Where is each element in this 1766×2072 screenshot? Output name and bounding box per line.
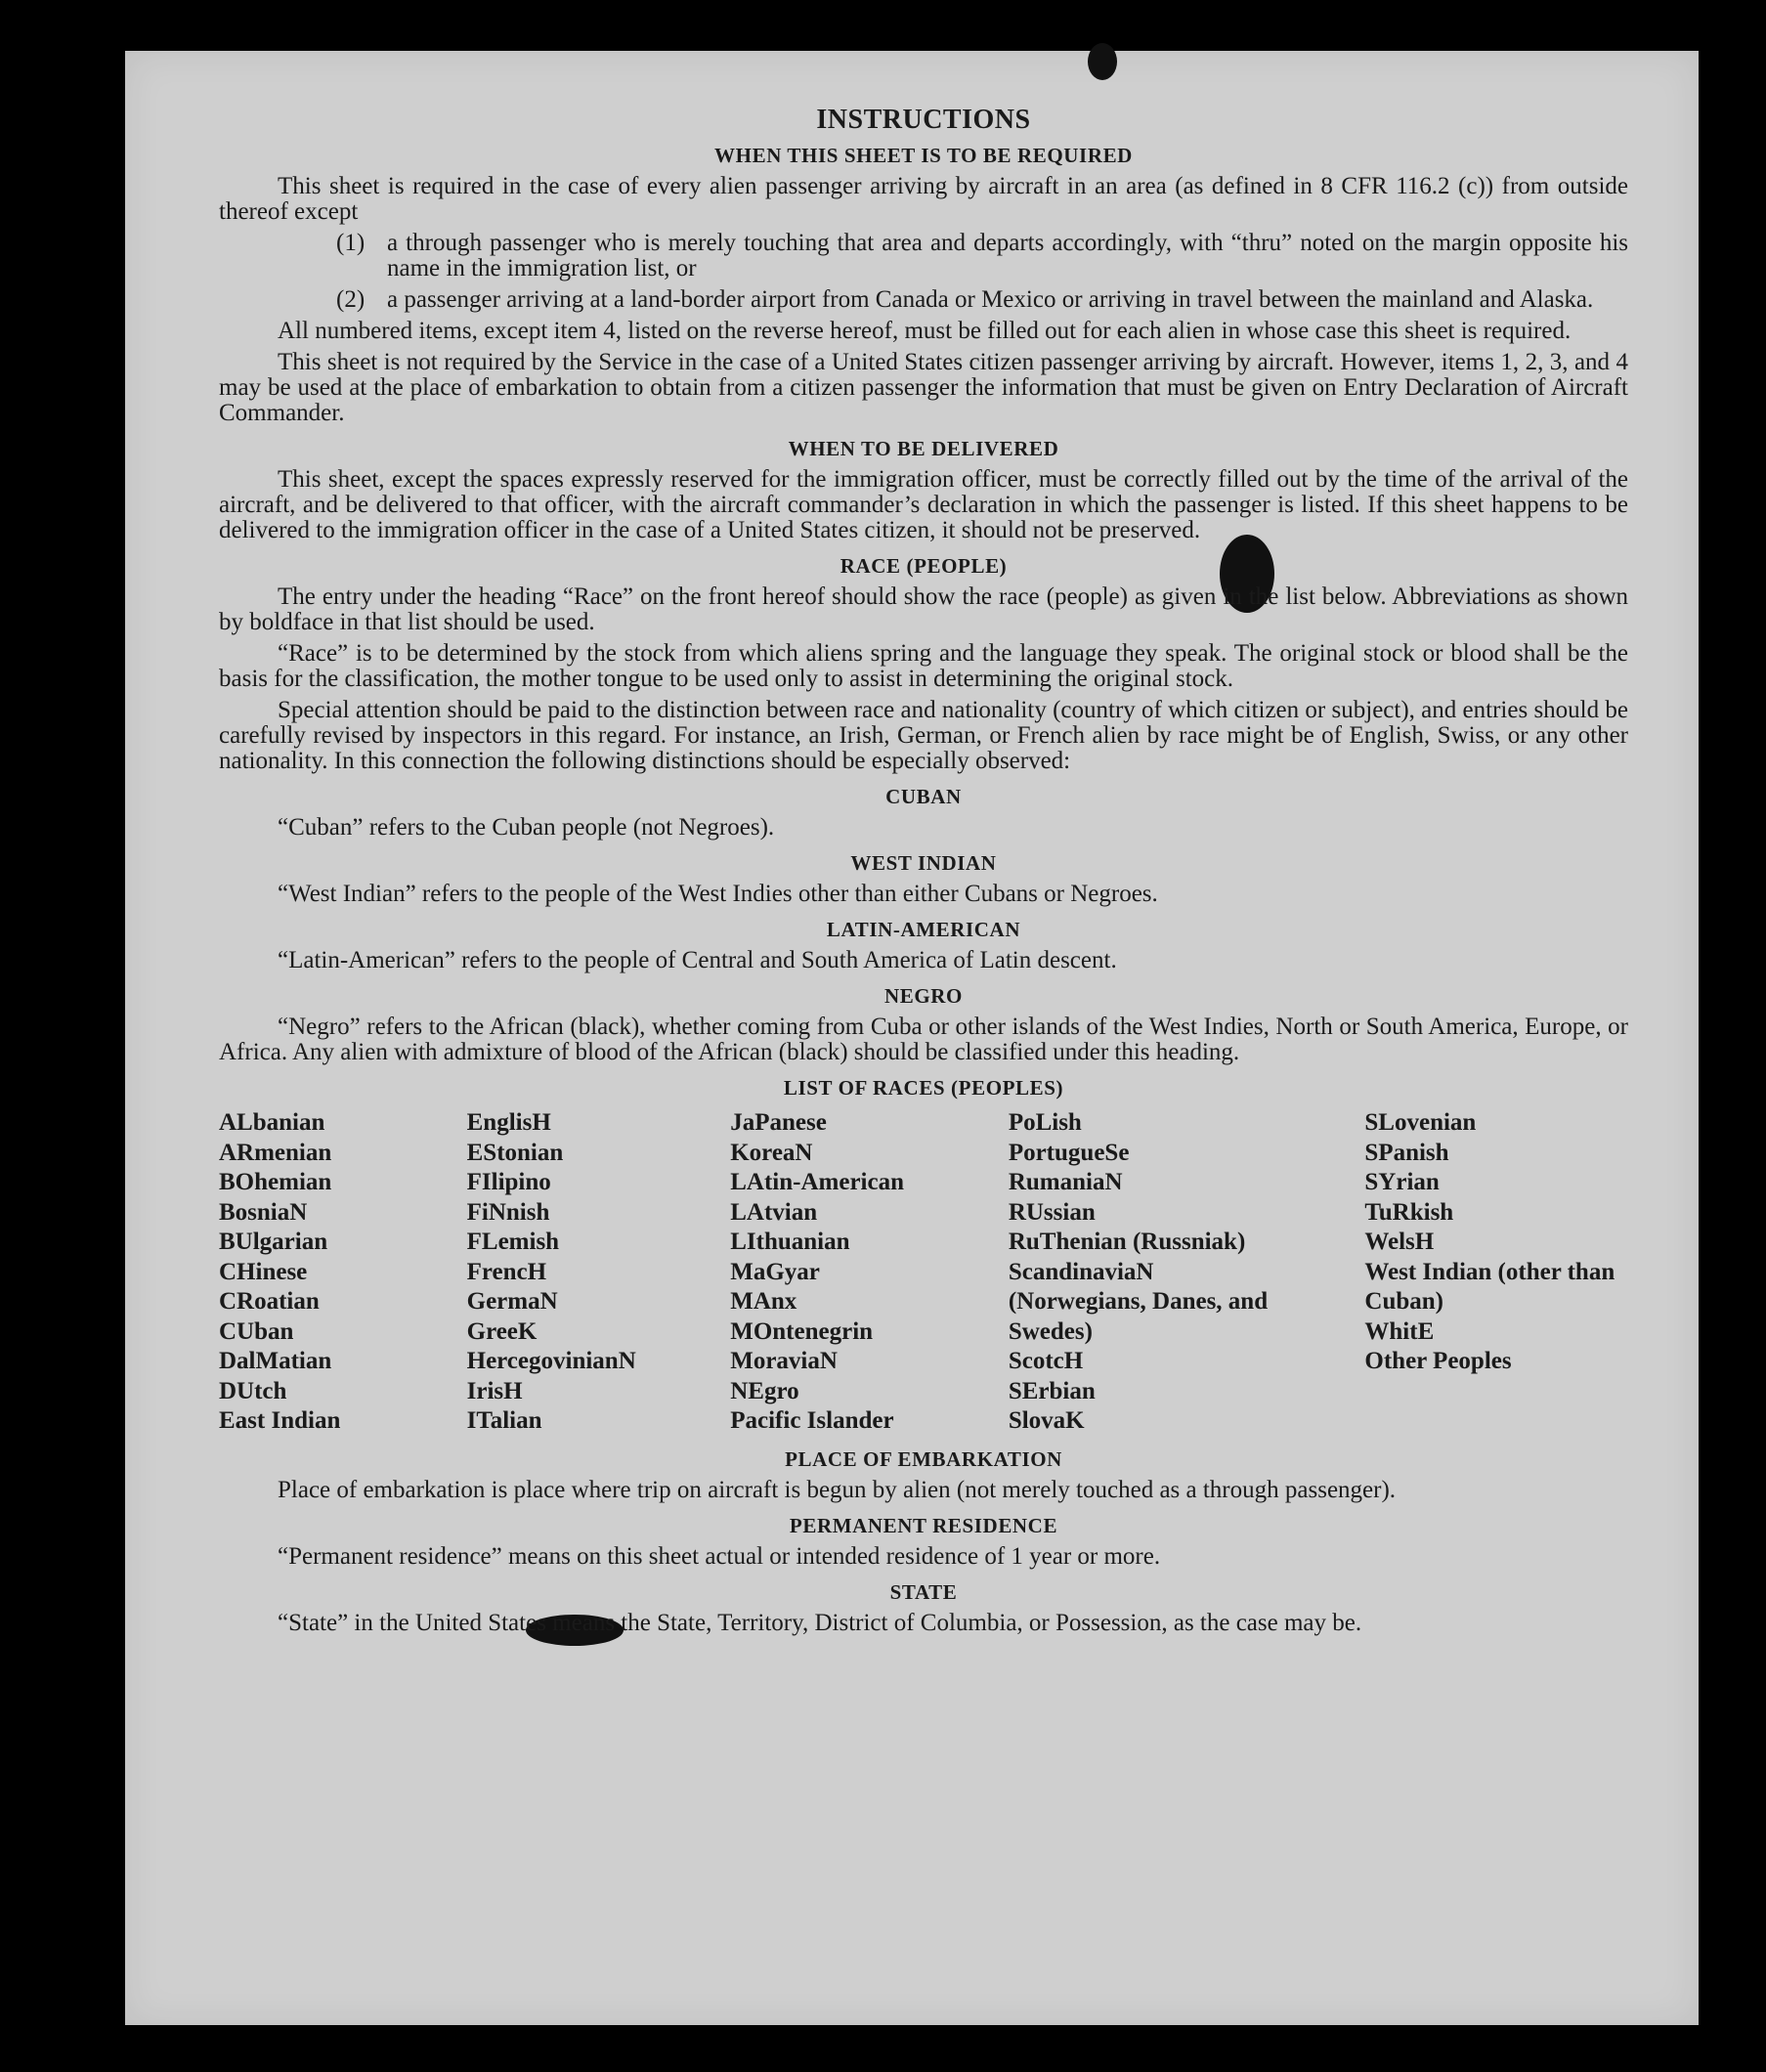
- race-entry: EnglisH: [466, 1109, 551, 1136]
- race-column: [1009, 1108, 1297, 1437]
- race-entry: FIlipino: [466, 1169, 551, 1195]
- race-column: [1364, 1108, 1628, 1437]
- race-column: [730, 1108, 1009, 1437]
- race-entry: WelsH: [1364, 1229, 1435, 1255]
- race-entry: CUban: [219, 1317, 294, 1345]
- race-entry: PoLish: [1008, 1109, 1082, 1136]
- race-entry: FLemish: [466, 1229, 560, 1255]
- race-entry: KoreaN: [730, 1139, 813, 1166]
- heading-west-indian: WEST INDIAN: [850, 851, 997, 875]
- race-column: [219, 1108, 467, 1437]
- item-text: a passenger arriving at a land-border airport from Canada or Mexico or arriving in travel between the mainland and Alaska.: [387, 286, 1594, 313]
- paragraph-west-indian: “West Indian” refers to the people of the West Indies other than either Cubans or Negroes.: [278, 881, 1158, 907]
- race-entry: ScotcH: [1008, 1348, 1084, 1374]
- heading-when-required: WHEN THIS SHEET IS TO BE REQUIRED: [714, 144, 1133, 167]
- race-entry: DUtch: [219, 1377, 287, 1404]
- race-entry: BosniaN: [219, 1198, 308, 1226]
- heading-state: STATE: [889, 1579, 958, 1604]
- heading-race: RACE (PEOPLE): [840, 554, 1008, 578]
- paragraph-citizen-passenger: This sheet is not required by the Service in the case of a United States citizen passenger arriving by aircraft. However, items 1, 2, 3, and 4 may be used at the place of embarkation to obtain from a citizen passenger the information that must be given on Entry Declaration of Aircraft Commander.: [219, 349, 1628, 426]
- race-list: [219, 1108, 1628, 1437]
- item-text: a through passenger who is merely touching that area and departs accordingly, with “thru” noted on the margin opposite his name in the immigration list, or: [387, 230, 1628, 281]
- race-entry: NEgro: [730, 1377, 799, 1404]
- document-content: [219, 105, 1628, 1642]
- race-entry: SYrian: [1364, 1169, 1440, 1195]
- paragraph-latin-american: “Latin-American” refers to the people of Central and South America of Latin descent.: [278, 947, 1117, 973]
- paragraph-cuban: “Cuban” refers to the Cuban people (not Negroes).: [278, 814, 775, 841]
- paragraph-permanent-residence: “Permanent residence” means on this sheet actual or intended residence of 1 year or more.: [278, 1542, 1161, 1570]
- heading-when-delivered: WHEN TO BE DELIVERED: [788, 437, 1059, 460]
- race-entry: TuRkish: [1364, 1198, 1454, 1226]
- paragraph-race-2: “Race” is to be determined by the stock from which aliens spring and the language they speak. The original stock or blood shall be the basis for the classification, the mother tongue to be used only to assist in determining the original stock.: [219, 640, 1628, 692]
- heading-permanent-residence: PERMANENT RESIDENCE: [789, 1513, 1058, 1537]
- paragraph-race-3: Special attention should be paid to the distinction between race and nationality (country of which citizen or subject), and entries should be carefully revised by inspectors in this regard. For instance, an Irish, German, or French alien by race might be of English, Swiss, or any other nationality. In this connection the following distinctions should be especially observed:: [219, 697, 1628, 774]
- ink-smudge: [1088, 43, 1117, 80]
- paragraph-embarkation: Place of embarkation is place where trip on aircraft is begun by alien (not merely touched as a through passenger).: [278, 1476, 1397, 1503]
- race-entry: LAtvian: [730, 1198, 818, 1226]
- document-page: [125, 51, 1699, 2025]
- race-entry: WhitE: [1364, 1317, 1435, 1345]
- race-entry: BOhemian: [219, 1169, 332, 1195]
- race-entry: East Indian: [219, 1407, 341, 1434]
- race-entry: MoraviaN: [730, 1348, 838, 1374]
- race-entry: ITalian: [466, 1407, 542, 1434]
- race-entry: JaPanese: [730, 1109, 827, 1136]
- race-column: [467, 1108, 731, 1437]
- paragraph-when-required-intro: This sheet is required in the case of every alien passenger arriving by aircraft in an area (as defined in 8 CFR 116.2 (c)) from outside thereof except: [219, 173, 1628, 225]
- race-entry: Pacific Islander: [730, 1407, 894, 1434]
- race-entry: SlovaK: [1008, 1407, 1085, 1434]
- race-entry: DalMatian: [219, 1348, 332, 1374]
- race-entry: RUssian: [1008, 1198, 1096, 1226]
- race-entry: FrencH: [466, 1258, 547, 1285]
- heading-cuban: CUBAN: [885, 785, 962, 808]
- race-entry: SLovenian: [1364, 1109, 1477, 1136]
- paragraph-negro: “Negro” refers to the African (black), whether coming from Cuba or other islands of the West Indies, North or South America, Europe, or Africa. Any alien with admixture of blood of the African (black) should be classified under this heading.: [219, 1014, 1628, 1065]
- race-entry: ALbanian: [219, 1109, 325, 1136]
- race-entry: SErbian: [1008, 1377, 1096, 1404]
- page-title: INSTRUCTIONS: [816, 105, 1031, 135]
- heading-embarkation: PLACE OF EMBARKATION: [785, 1446, 1062, 1471]
- paragraph-state: “State” in the United States means the State, Territory, District of Columbia, or Possession, as the case may be.: [278, 1609, 1362, 1636]
- race-entry: ARmenian: [219, 1139, 332, 1166]
- race-entry: Other Peoples: [1364, 1348, 1512, 1374]
- paragraph-numbered-items: All numbered items, except item 4, listed on the reverse hereof, must be filled out for each alien in whose case this sheet is required.: [278, 318, 1572, 344]
- race-entry: MAnx: [730, 1288, 797, 1315]
- race-entry: RuThenian (Russniak): [1008, 1229, 1246, 1255]
- race-entry: BUlgarian: [219, 1229, 328, 1255]
- paragraph-race-1: The entry under the heading “Race” on the front hereof should show the race (people) as given in the list below. Abbreviations as shown by boldface in that list should be used.: [219, 583, 1628, 635]
- race-entry: ScandinaviaN (Norwegians, Danes, and Swedes): [1008, 1258, 1269, 1345]
- race-entry: West Indian (other than Cuban): [1364, 1258, 1615, 1315]
- race-entry: CHinese: [219, 1258, 308, 1285]
- numbered-item: [336, 287, 1628, 313]
- numbered-item: [336, 231, 1628, 281]
- race-entry: IrisH: [466, 1377, 523, 1404]
- race-entry: EStonian: [466, 1139, 564, 1166]
- item-number: (2): [336, 286, 366, 313]
- item-number: (1): [336, 230, 366, 256]
- heading-negro: NEGRO: [883, 984, 963, 1008]
- race-entry: FiNnish: [466, 1198, 550, 1226]
- race-entry: LAtin-American: [730, 1169, 904, 1195]
- race-entry: CRoatian: [219, 1288, 320, 1315]
- race-entry: MOntenegrin: [730, 1317, 874, 1345]
- race-entry: GermaN: [466, 1288, 558, 1315]
- race-entry: PortugueSe: [1008, 1139, 1130, 1166]
- race-entry: SPanish: [1364, 1139, 1449, 1166]
- race-entry: RumaniaN: [1008, 1169, 1123, 1195]
- race-entry: GreeK: [466, 1317, 538, 1345]
- race-entry: LIthuanian: [730, 1229, 850, 1255]
- heading-latin-american: LATIN-AMERICAN: [826, 918, 1021, 941]
- paragraph-when-delivered: This sheet, except the spaces expressly reserved for the immigration officer, must be correctly filled out by the time of the arrival of the aircraft, and be delivered to that officer, with the aircraft commander’s declaration in which the passenger is listed. If this sheet happens to be delivered to the immigration officer in the case of a United States citizen, it should not be preserved.: [219, 466, 1628, 543]
- race-entry: HercegovinianN: [466, 1348, 636, 1374]
- heading-list-of-races: LIST OF RACES (PEOPLES): [783, 1076, 1064, 1100]
- race-entry: MaGyar: [730, 1258, 820, 1285]
